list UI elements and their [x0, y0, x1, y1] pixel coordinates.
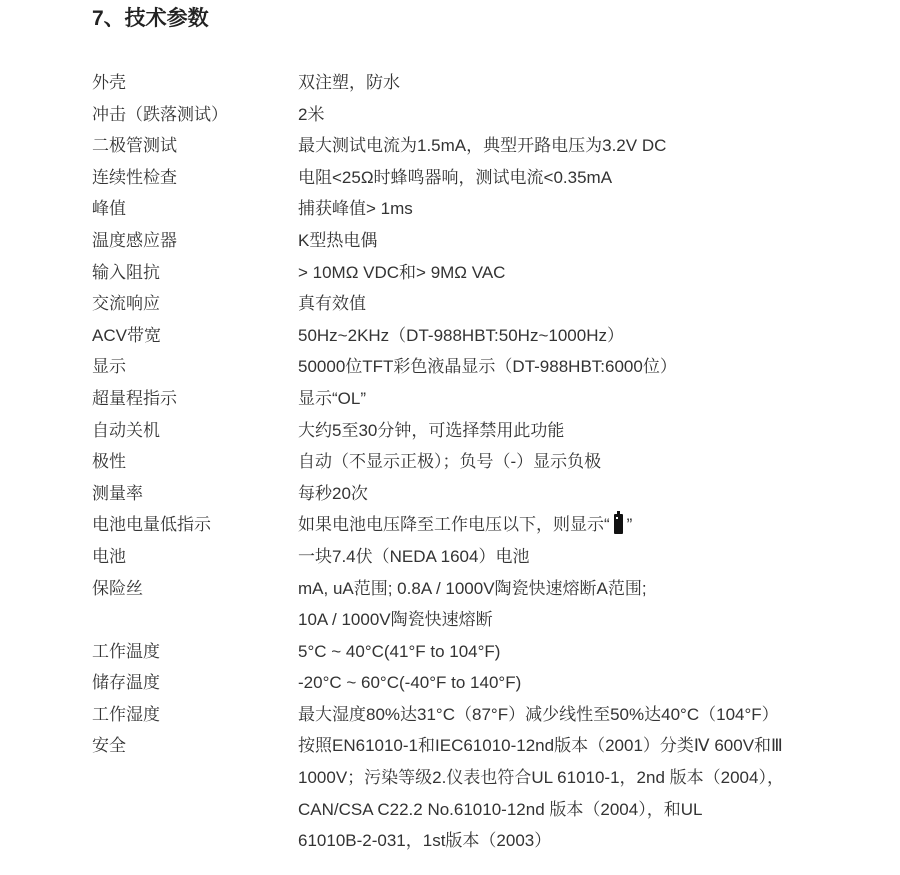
spec-value-line: 5°C ~ 40°C(41°F to 104°F) [298, 641, 501, 661]
spec-value [298, 193, 882, 225]
spec-value-line: > 10MΩ VDC和> 9MΩ VAC [298, 262, 506, 282]
spec-row-low-battery [92, 509, 882, 541]
spec-value-line: 一块7.4伏（NEDA 1604）电池 [298, 546, 530, 566]
low-battery-text-after: ” [626, 515, 633, 535]
spec-label: 外壳 [92, 73, 126, 92]
spec-value-line: 10A / 1000V陶瓷快速熔断 [298, 610, 493, 630]
spec-row-operating-humidity [92, 699, 882, 731]
spec-label: 二极管测试 [92, 136, 177, 156]
spec-row-over-range [92, 383, 882, 415]
section-heading: 7、技术参数 [92, 7, 209, 30]
spec-label: 温度感应器 [92, 230, 177, 250]
spec-row-battery [92, 541, 882, 573]
spec-label: 输入阻抗 [92, 262, 160, 282]
spec-value-line: 每秒20次 [298, 483, 368, 503]
spec-value-line: K型热电偶 [298, 230, 378, 250]
spec-value [298, 67, 882, 99]
spec-label: 安全 [92, 736, 126, 756]
spec-value-line [298, 509, 882, 541]
spec-value [298, 667, 882, 699]
spec-value-line: 捕获峰值> 1ms [298, 199, 413, 219]
spec-label: 自动关机 [92, 420, 160, 440]
spec-value-line: 1000V；污染等级2.仪表也符合UL 61010-1，2nd 版本（2004）， [298, 768, 784, 788]
low-battery-text-before: 如果电池电压降至工作电压以下，则显示“ [298, 515, 610, 535]
spec-value-line: 显示“OL” [298, 388, 366, 408]
spec-value-line: 双注塑，防水 [298, 73, 400, 92]
spec-row-fuse [92, 573, 882, 636]
spec-row-auto-power-off [92, 415, 882, 447]
spec-label: 峰值 [92, 199, 126, 219]
spec-value [298, 257, 882, 289]
spec-row-housing [92, 67, 882, 99]
spec-value-line: 2米 [298, 104, 325, 124]
spec-value [298, 162, 882, 194]
spec-value-line: mA, uA范围; 0.8A / 1000V陶瓷快速熔断A范围; [298, 578, 647, 598]
spec-row-display [92, 351, 882, 383]
spec-value-line: 最大测试电流为1.5mA，典型开路电压为3.2V DC [298, 136, 667, 156]
spec-value [298, 636, 882, 668]
spec-row-measurement-rate [92, 478, 882, 510]
spec-value [298, 351, 882, 383]
spec-row-diode-test [92, 130, 882, 162]
spec-value-line: 按照EN61010-1和IEC61010-12nd版本（2001）分类Ⅳ 600V和Ⅲ [298, 736, 783, 756]
spec-value-line: 真有效值 [298, 294, 366, 314]
spec-row-continuity [92, 162, 882, 194]
spec-value-line: 61010B-2-031，1st版本（2003） [298, 831, 552, 851]
spec-label: 超量程指示 [92, 388, 177, 408]
spec-value [298, 288, 882, 320]
spec-value-line: 50000位TFT彩色液晶显示（DT-988HBT:6000位） [298, 357, 677, 377]
spec-row-drop-test [92, 99, 882, 131]
spec-label: ACV带宽 [92, 325, 161, 345]
spec-value-line: CAN/CSA C22.2 No.61010-12nd 版本（2004），和UL [298, 799, 703, 819]
spec-row-safety [92, 730, 882, 856]
spec-value [298, 730, 882, 856]
spec-row-ac-response [92, 288, 882, 320]
spec-value [298, 478, 882, 510]
spec-row-acv-bandwidth [92, 320, 882, 352]
spec-row-operating-temperature [92, 636, 882, 668]
spec-label: 电池电量低指示 [92, 515, 211, 535]
spec-value [298, 130, 882, 162]
spec-label: 保险丝 [92, 578, 143, 598]
spec-value-line: 50Hz~2KHz（DT-988HBT:50Hz~1000Hz） [298, 325, 624, 345]
spec-value [298, 509, 882, 541]
spec-label: 极性 [92, 452, 126, 472]
spec-row-peak [92, 193, 882, 225]
spec-value-line: 电阻<25Ω时蜂鸣器响，测试电流<0.35mA [298, 167, 613, 187]
spec-value [298, 415, 882, 447]
spec-value [298, 320, 882, 352]
spec-label: 交流响应 [92, 294, 160, 314]
spec-row-input-impedance [92, 257, 882, 289]
spec-label: 工作湿度 [92, 704, 160, 724]
spec-label: 电池 [92, 546, 126, 566]
spec-label: 冲击（跌落测试） [92, 104, 228, 124]
spec-label: 储存温度 [92, 673, 160, 693]
spec-label: 显示 [92, 357, 126, 377]
spec-value-line: 大约5至30分钟，可选择禁用此功能 [298, 420, 565, 440]
spec-value-line: 最大湿度80%达31°C（87°F）减少线性至50%达40°C（104°F） [298, 704, 779, 724]
spec-value [298, 541, 882, 573]
spec-label: 工作温度 [92, 641, 160, 661]
spec-value [298, 99, 882, 131]
spec-row-storage-temperature [92, 667, 882, 699]
spec-value [298, 573, 882, 636]
spec-row-polarity [92, 446, 882, 478]
spec-value [298, 699, 882, 731]
spec-label: 连续性检查 [92, 167, 177, 187]
spec-value [298, 225, 882, 257]
battery-icon [614, 514, 623, 534]
spec-value-line: -20°C ~ 60°C(-40°F to 140°F) [298, 673, 522, 693]
spec-value-line: 自动（不显示正极）；负号（-）显示负极 [298, 452, 602, 472]
spec-value [298, 383, 882, 415]
spec-value [298, 446, 882, 478]
spec-row-temperature-sensor [92, 225, 882, 257]
spec-table [92, 67, 882, 857]
spec-label: 测量率 [92, 483, 143, 503]
